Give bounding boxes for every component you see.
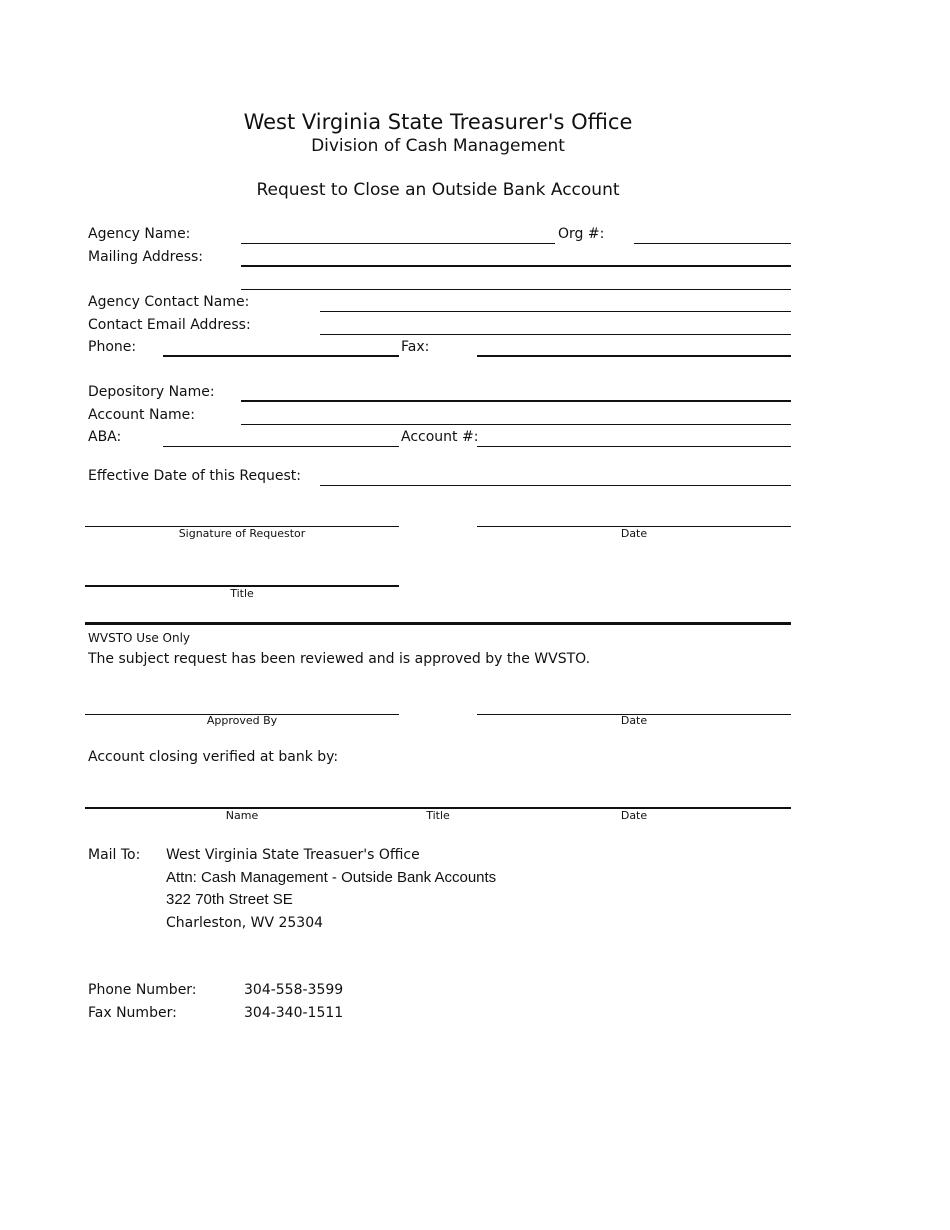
closing-title-caption: Title: [426, 809, 450, 822]
form-title: Request to Close an Outside Bank Account: [256, 180, 620, 200]
agency-contact-name-field[interactable]: [320, 311, 791, 312]
effective-date-field[interactable]: [320, 485, 791, 486]
contact-email-field[interactable]: [320, 334, 791, 335]
account-number-field[interactable]: [477, 446, 791, 447]
account-name-field[interactable]: [241, 424, 791, 425]
mail-to-line2: Attn: Cash Management - Outside Bank Accounts: [166, 869, 497, 886]
fax-number-label: Fax Number:: [88, 1005, 177, 1021]
signature-date-caption: Date: [620, 527, 648, 540]
approved-date-caption: Date: [620, 714, 648, 727]
org-number-field[interactable]: [634, 243, 791, 244]
phone-field[interactable]: [163, 355, 399, 357]
contact-email-label: Contact Email Address:: [88, 317, 251, 333]
page-title: West Virginia State Treasurer's Office: [243, 110, 633, 134]
account-number-label: Account #:: [401, 429, 479, 445]
wvsto-use-only-label: WVSTO Use Only: [88, 631, 190, 645]
fax-label: Fax:: [401, 339, 430, 355]
closing-verified-label: Account closing verified at bank by:: [88, 749, 339, 765]
mail-to-label: Mail To:: [88, 847, 141, 863]
approved-by-caption: Approved By: [206, 714, 278, 727]
signature-of-requestor-caption: Signature of Requestor: [178, 527, 306, 540]
phone-label: Phone:: [88, 339, 137, 355]
phone-number-value: 304-558-3599: [244, 982, 344, 998]
closing-name-caption: Name: [225, 809, 259, 822]
mail-to-line4: Charleston, WV 25304: [166, 915, 324, 931]
agency-name-field[interactable]: [241, 243, 555, 244]
agency-contact-name-label: Agency Contact Name:: [88, 294, 250, 310]
fax-number-value: 304-340-1511: [244, 1005, 344, 1021]
fax-field[interactable]: [477, 355, 791, 357]
division-name: Division of Cash Management: [311, 136, 565, 156]
mail-to-line3: 322 70th Street SE: [166, 891, 293, 908]
mail-to-line1: West Virginia State Treasuer's Office: [166, 847, 420, 863]
mailing-address-label: Mailing Address:: [88, 249, 204, 265]
phone-number-label: Phone Number:: [88, 982, 197, 998]
org-number-label: Org #:: [558, 226, 605, 242]
aba-field[interactable]: [163, 446, 399, 447]
account-name-label: Account Name:: [88, 407, 195, 423]
closing-date-caption: Date: [620, 809, 648, 822]
depository-name-field[interactable]: [241, 400, 791, 402]
aba-label: ABA:: [88, 429, 122, 445]
agency-name-label: Agency Name:: [88, 226, 191, 242]
mailing-address-field-line1[interactable]: [241, 265, 791, 267]
effective-date-label: Effective Date of this Request:: [88, 468, 301, 484]
depository-name-label: Depository Name:: [88, 384, 215, 400]
approval-statement: The subject request has been reviewed and is approved by the WVSTO.: [88, 651, 591, 667]
section-divider: [85, 622, 791, 625]
mailing-address-field-line2[interactable]: [241, 289, 791, 290]
title-caption: Title: [230, 587, 254, 600]
